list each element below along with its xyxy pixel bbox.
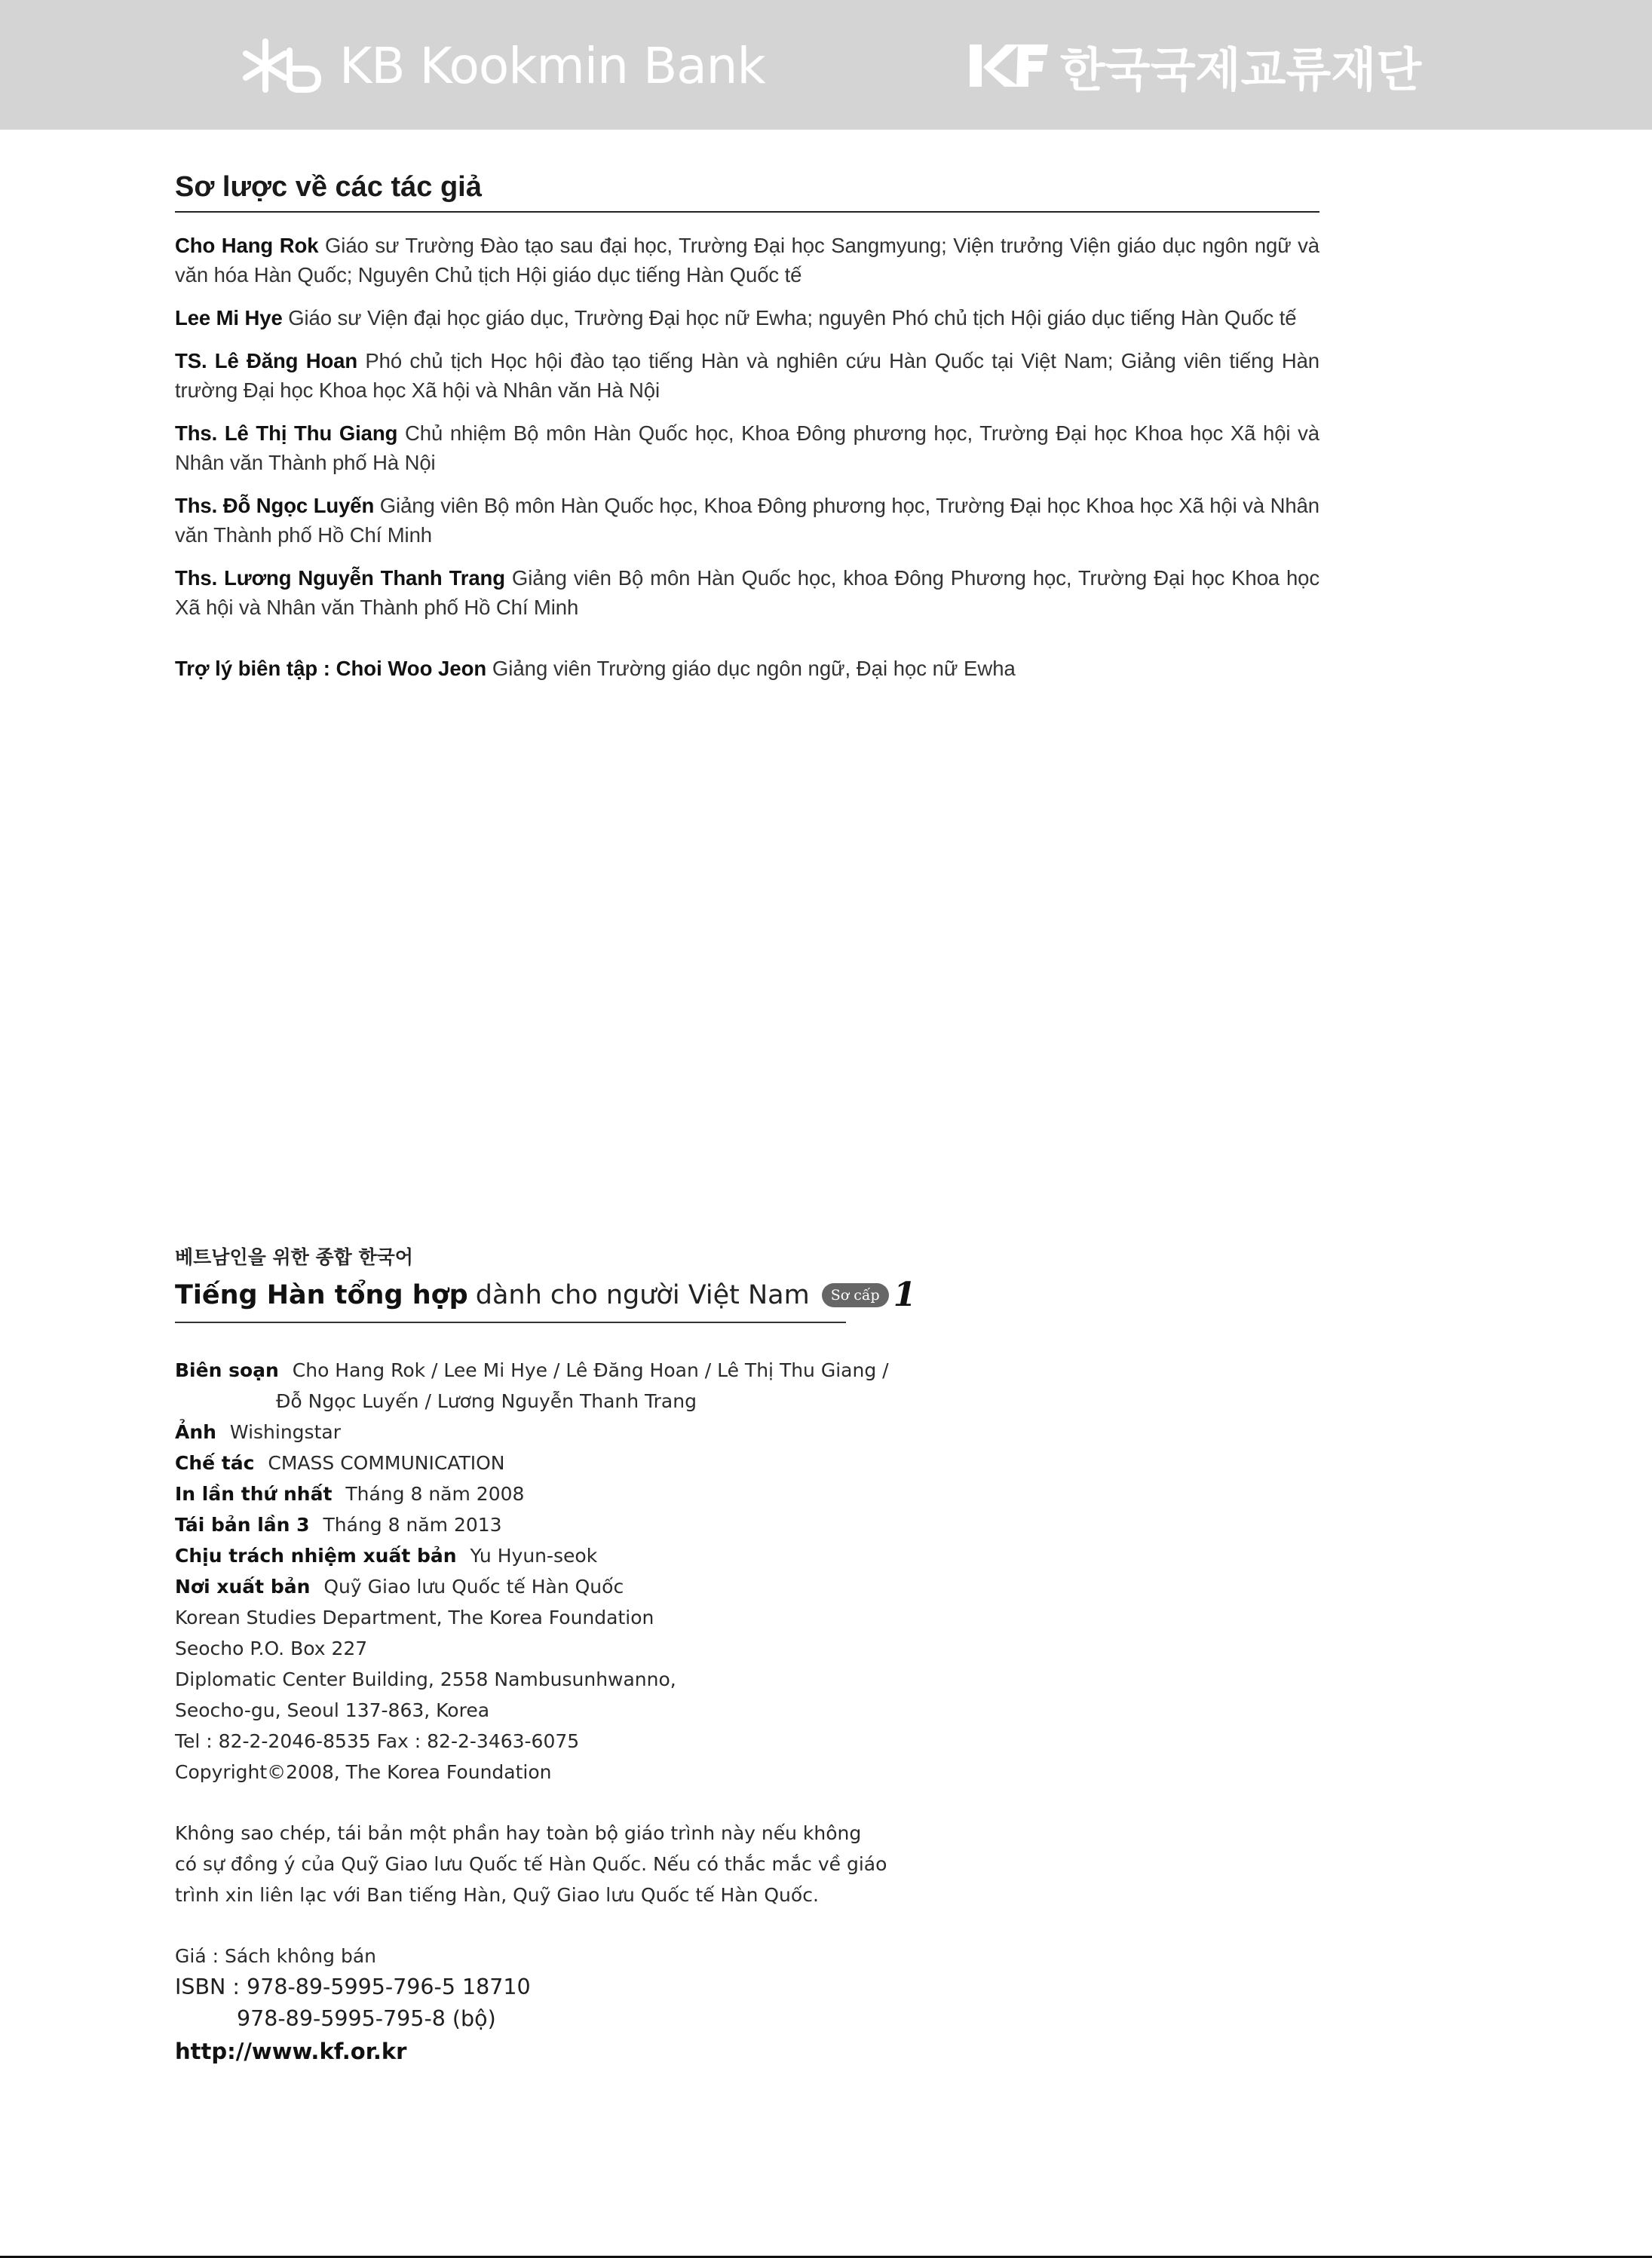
assistant-description: Giảng viên Trường giáo dục ngôn ngữ, Đại học nữ Ewha — [492, 657, 1016, 680]
author-name: Ths. Lương Nguyễn Thanh Trang — [175, 566, 505, 590]
credit-reprint — [175, 1509, 846, 1540]
header-banner — [0, 0, 1652, 130]
kf-mark-icon — [967, 38, 1050, 93]
author-name: Ths. Đỗ Ngọc Luyến — [175, 494, 375, 517]
credit-photo — [175, 1417, 846, 1448]
credit-value: Yu Hyun-seok — [470, 1545, 598, 1567]
editorial-assistant — [175, 654, 1319, 683]
author-entry — [175, 563, 1319, 622]
author-entry — [175, 418, 1319, 477]
credit-value: Tháng 8 năm 2013 — [323, 1514, 502, 1536]
credit-production — [175, 1448, 846, 1478]
credit-publisher-responsible — [175, 1540, 846, 1571]
author-name: Cho Hang Rok — [175, 234, 319, 257]
kb-logo-text: KB Kookmin Bank — [339, 36, 765, 95]
address-line: Seocho P.O. Box 227 — [175, 1638, 368, 1659]
credits-block — [175, 1355, 889, 1788]
credit-label: Nơi xuất bản — [175, 1576, 311, 1598]
notice-line: có sự đồng ý của Quỹ Giao lưu Quốc tế Hàn Quốc. Nếu có thắc mắc về giáo — [175, 1853, 887, 1875]
credit-compiled — [175, 1355, 889, 1386]
book-title-sub: dành cho người Việt Nam — [475, 1279, 810, 1310]
credit-value: CMASS COMMUNICATION — [268, 1452, 505, 1474]
address-line: Diplomatic Center Building, 2558 Nambusunhwanno, — [175, 1668, 676, 1690]
price-line: Giá : Sách không bán — [175, 1945, 376, 1967]
author-entry — [175, 491, 1319, 550]
credit-label: Chịu trách nhiệm xuất bản — [175, 1545, 457, 1567]
kb-kookmin-bank-logo — [243, 32, 765, 100]
author-description: Giảng viên Bộ môn Hàn Quốc học, Khoa Đông phương học, Trường Đại học Khoa học Xã hội và Nhân văn Thành phố Hồ Chí Minh — [175, 494, 1319, 547]
author-description: Giáo sư Viện đại học giáo dục, Trường Đại học nữ Ewha; nguyên Phó chủ tịch Hội giáo dục tiếng Hàn Quốc tế — [288, 306, 1297, 329]
author-description: Giảng viên Bộ môn Hàn Quốc học, khoa Đông Phương học, Trường Đại học Khoa học Xã hội và Nhân văn Thành phố Hồ Chí Minh — [175, 566, 1319, 619]
assistant-name: Choi Woo Jeon — [336, 657, 487, 680]
kf-logo-text: 한국국제교류재단 — [1060, 41, 1422, 97]
kb-star-icon — [243, 35, 326, 96]
credit-value: Đỗ Ngọc Luyến / Lương Nguyễn Thanh Trang — [276, 1390, 697, 1412]
book-title-main: Tiếng Hàn tổng hợp — [175, 1279, 468, 1310]
author-description: Phó chủ tịch Học hội đào tạo tiếng Hàn và nghiên cứu Hàn Quốc tại Việt Nam; Giảng viên tiếng Hàn trường Đại học Khoa học Xã hội và Nhân văn Hà Nội — [175, 349, 1319, 402]
copyright-notice — [175, 1818, 887, 1910]
author-entry — [175, 346, 1319, 405]
authors-section — [175, 167, 1319, 704]
level-number: 1 — [893, 1276, 917, 1314]
credit-label: In lần thứ nhất — [175, 1483, 333, 1505]
isbn-line: ISBN : 978-89-5995-796-5 18710 — [175, 1975, 531, 1999]
assistant-role: Trợ lý biên tập : — [175, 657, 330, 680]
author-entry — [175, 303, 1319, 332]
credit-publisher — [175, 1571, 846, 1602]
credit-value: Cho Hang Rok / Lee Mi Hye / Lê Đăng Hoan / Lê Thị Thu Giang / — [292, 1359, 889, 1381]
credit-label: Tái bản lần 3 — [175, 1514, 310, 1536]
address-line: Seocho-gu, Seoul 137-863, Korea — [175, 1699, 490, 1721]
kf-korea-foundation-logo — [967, 32, 1421, 100]
korean-book-title: 베트남인을 위한 종합 한국어 — [175, 1246, 413, 1268]
copyright-line: Copyright©2008, The Korea Foundation — [175, 1761, 552, 1783]
credit-label: Chế tác — [175, 1452, 255, 1474]
author-description: Chủ nhiệm Bộ môn Hàn Quốc học, Khoa Đông phương học, Trường Đại học Khoa học Xã hội và Nhân văn Thành phố Hà Nội — [175, 421, 1319, 474]
credit-label: Ảnh — [175, 1421, 216, 1443]
author-name: Ths. Lê Thị Thu Giang — [175, 421, 398, 445]
credit-value: Tháng 8 năm 2008 — [345, 1483, 525, 1505]
author-name: TS. Lê Đăng Hoan — [175, 349, 358, 372]
isbn-set-line: 978-89-5995-795-8 (bộ) — [237, 2006, 496, 2031]
authors-title: Sơ lược về các tác giả — [175, 167, 1319, 213]
contact-line: Tel : 82-2-2046-8535 Fax : 82-2-3463-6075 — [175, 1730, 580, 1752]
notice-line: Không sao chép, tái bản một phần hay toàn bộ giáo trình này nếu không — [175, 1822, 862, 1844]
notice-line: trình xin liên lạc với Ban tiếng Hàn, Quỹ Giao lưu Quốc tế Hàn Quốc. — [175, 1884, 819, 1906]
book-title — [175, 1271, 917, 1323]
credit-first-print — [175, 1478, 846, 1509]
author-entry — [175, 231, 1319, 290]
author-description: Giáo sư Trường Đào tạo sau đại học, Trường Đại học Sangmyung; Viện trưởng Viện giáo dục ngôn ngữ và văn hóa Hàn Quốc; Nguyên Chủ tịch Hội giáo dục tiếng Hàn Quốc tế — [175, 234, 1319, 286]
pricing-block — [175, 1941, 846, 2068]
colophon — [175, 1244, 917, 2068]
author-list — [175, 231, 1319, 622]
credit-value: Wishingstar — [229, 1421, 341, 1443]
website-url: http://www.kf.or.kr — [175, 2039, 407, 2064]
author-name: Lee Mi Hye — [175, 306, 283, 329]
credit-value: Quỹ Giao lưu Quốc tế Hàn Quốc — [323, 1576, 624, 1598]
credit-compiled-continued — [175, 1386, 846, 1417]
address-line: Korean Studies Department, The Korea Foundation — [175, 1607, 654, 1628]
level-badge: Sơ cấp — [822, 1283, 889, 1307]
credit-label: Biên soạn — [175, 1359, 279, 1381]
